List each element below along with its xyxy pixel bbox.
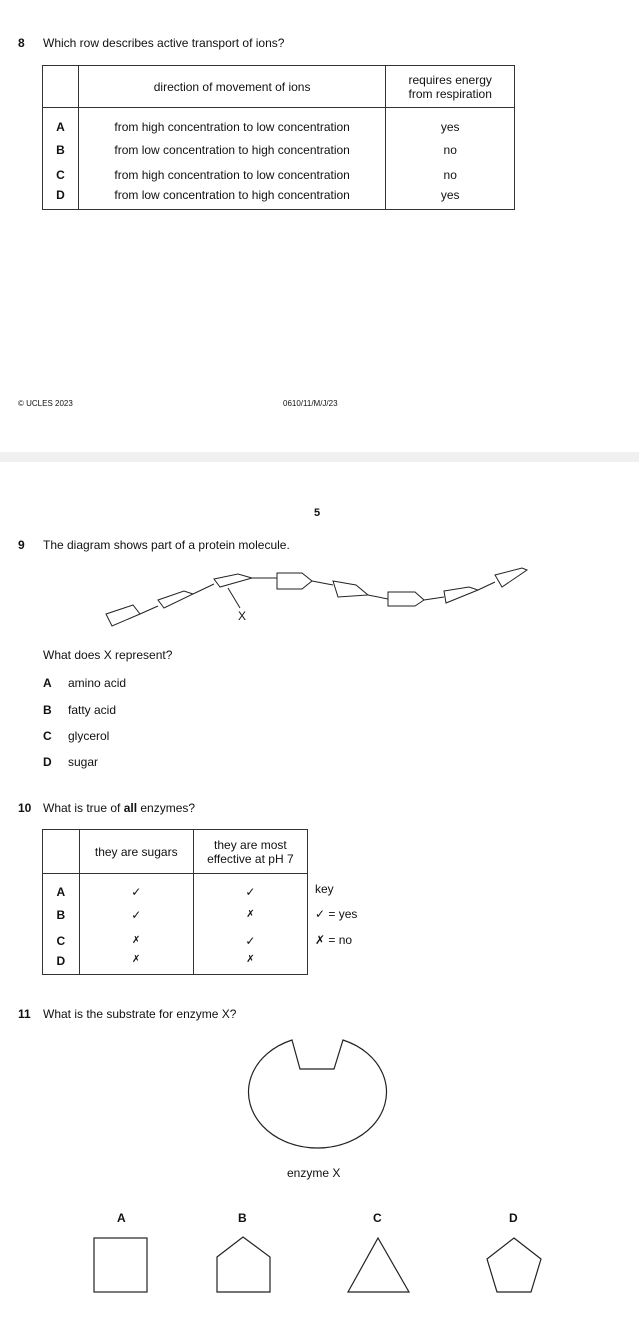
q10-row-ph: ✗ (193, 902, 307, 928)
q8-row-energy: no (386, 163, 515, 188)
page-break (0, 452, 639, 462)
q11-question: What is the substrate for enzyme X? (43, 1007, 237, 1021)
q8-row-b (43, 138, 515, 163)
q10-row-ph: ✓ (193, 874, 307, 902)
q8-row-energy: yes (386, 108, 515, 138)
q8-question: Which row describes active transport of ions? (43, 36, 285, 50)
q8-row-letter: D (43, 188, 79, 210)
q10-row-sugars: ✗ (79, 928, 193, 954)
q11-number: 11 (18, 1007, 31, 1021)
q8-row-direction: from high concentration to low concentration (78, 108, 386, 138)
q8-row-letter: C (43, 163, 79, 188)
q10-header-ph (193, 830, 307, 874)
q10-key-no: ✗ = no (315, 933, 353, 947)
q11-option-letter: D (509, 1211, 518, 1225)
q8-number: 8 (18, 36, 25, 50)
q10-header-ph-line1: they are most (214, 837, 287, 852)
q10-number: 10 (18, 801, 32, 815)
q10-row-letter: D (43, 954, 80, 975)
amino-acid-unit (106, 605, 140, 626)
q9-option-text: sugar (68, 755, 99, 769)
amino-acid-unit (444, 587, 478, 603)
q10-row-letter: B (43, 902, 80, 928)
protein-chain-diagram (0, 560, 639, 640)
q8-row-direction: from low concentration to high concentration (78, 138, 386, 163)
amino-acid-unit (333, 581, 368, 597)
q9-intro: The diagram shows part of a protein molecule. (43, 538, 290, 552)
q9-option-text: amino acid (68, 676, 127, 690)
q8-row-direction: from high concentration to low concentration (78, 163, 386, 188)
q10-row-letter: C (43, 928, 80, 954)
amino-acid-units (106, 568, 527, 626)
q10-row-sugars: ✓ (79, 902, 193, 928)
q9-option-letter: A (43, 676, 52, 690)
q8-row-energy: yes (386, 188, 515, 210)
q10-question-bold: all (123, 801, 138, 815)
peptide-bonds (140, 578, 495, 614)
house-pentagon-shape (217, 1237, 270, 1292)
amino-acid-unit (158, 591, 193, 608)
q10-row-letter: A (43, 874, 80, 902)
pentagon-shape (487, 1238, 541, 1292)
q10-row-sugars: ✓ (79, 874, 193, 902)
enzyme-shape (249, 1040, 387, 1148)
q10-header-ph-line2: effective at pH 7 (207, 851, 294, 866)
amino-acid-unit (388, 592, 424, 606)
q8-row-a (43, 108, 515, 138)
q10-table (42, 829, 308, 975)
q10-header-blank (43, 830, 80, 874)
q9-option-letter: B (43, 703, 52, 717)
enzyme-x-diagram (240, 1030, 400, 1160)
q8-header-energy-line1: requires energy (408, 72, 492, 87)
q10-key-title: key (315, 882, 334, 896)
amino-acid-unit (214, 574, 252, 587)
q10-row-ph: ✗ (193, 954, 307, 975)
q11-enzyme-label: enzyme X (287, 1166, 341, 1180)
q8-row-letter: B (43, 138, 79, 163)
q9-option-text: glycerol (68, 729, 110, 743)
q10-question (43, 801, 195, 815)
footer-code: 0610/11/M/J/23 (283, 399, 338, 408)
q10-question-post: enzymes? (137, 801, 196, 815)
q9-option-text: fatty acid (68, 703, 117, 717)
q8-row-d (43, 188, 515, 210)
q10-question-pre: What is true of (43, 801, 124, 815)
x-pointer-line (228, 588, 240, 608)
footer-copyright: © UCLES 2023 (18, 399, 73, 408)
q10-row-c (43, 928, 308, 954)
q8-row-direction: from low concentration to high concentration (78, 188, 386, 210)
q8-header-blank (43, 66, 79, 108)
amino-acid-unit (277, 573, 312, 589)
q9-question: What does X represent? (43, 648, 173, 662)
q9-number: 9 (18, 538, 25, 552)
amino-acid-unit (495, 568, 527, 587)
q8-row-c (43, 163, 515, 188)
q9-diagram-label: X (238, 609, 247, 623)
q11-option-letter: A (117, 1211, 126, 1225)
q10-header-sugars: they are sugars (79, 830, 193, 874)
q10-row-a (43, 874, 308, 902)
q10-row-sugars: ✗ (79, 954, 193, 975)
q9-option-letter: C (43, 729, 52, 743)
q9-option-letter: D (43, 755, 52, 769)
substrate-options (0, 1234, 639, 1304)
q10-row-b (43, 902, 308, 928)
q10-key-yes: ✓ = yes (315, 907, 358, 921)
triangle-shape (348, 1238, 409, 1292)
q8-header-energy (386, 66, 515, 108)
q10-row-d (43, 954, 308, 975)
q8-table (42, 65, 515, 210)
q10-row-ph: ✓ (193, 928, 307, 954)
q8-row-letter: A (43, 108, 79, 138)
page-number: 5 (314, 507, 321, 519)
q8-row-energy: no (386, 138, 515, 163)
q8-header-direction: direction of movement of ions (78, 66, 386, 108)
q11-option-letter: B (238, 1211, 247, 1225)
q11-option-letter: C (373, 1211, 382, 1225)
q8-header-energy-line2: from respiration (408, 86, 492, 101)
square-shape (94, 1238, 147, 1292)
